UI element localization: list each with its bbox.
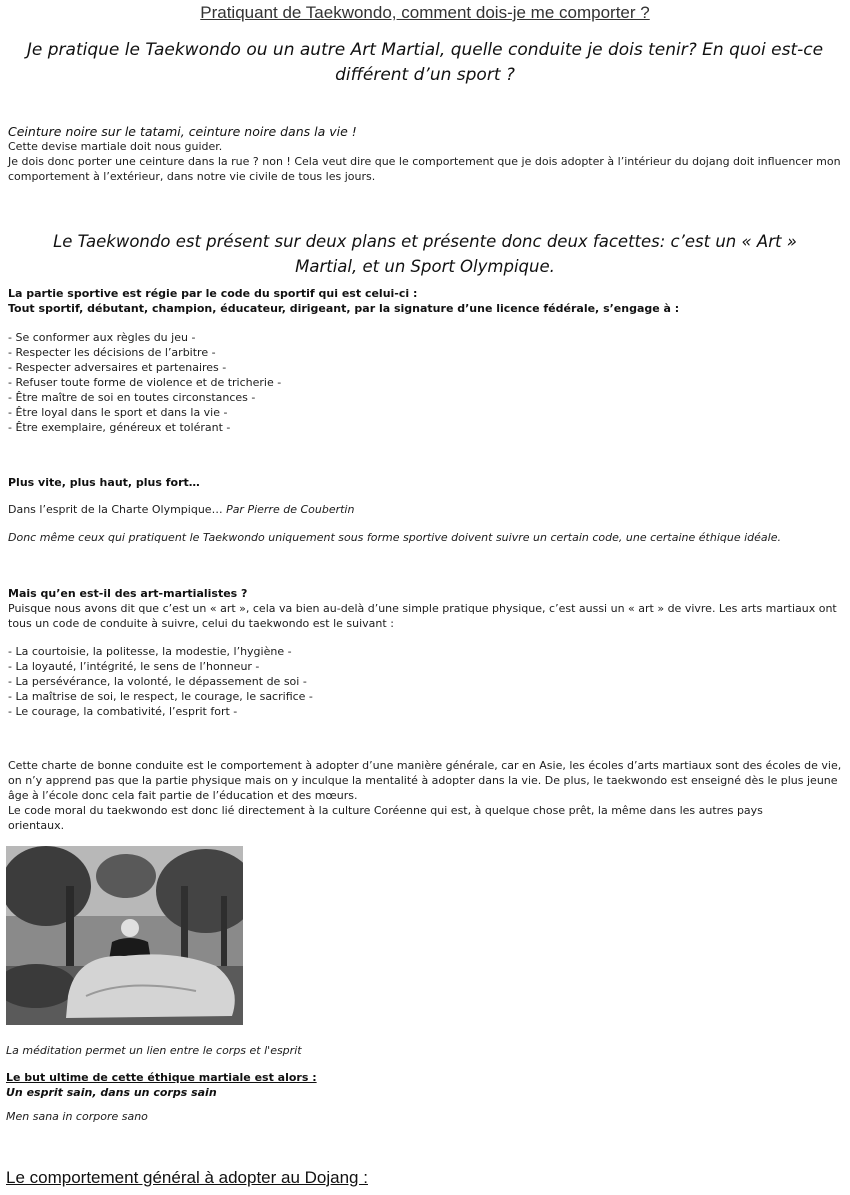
- sport-rules-list: [8, 330, 844, 435]
- ultimate-goal-line: Un esprit sain, dans un corps sain: [6, 1086, 217, 1099]
- motto-line-2: Je dois donc porter une ceinture dans la rue ? non ! Cela veut dire que le comportement que je dois adopter à l’intérieur du dojang doit influencer mon comportement à l’extérieur, dans notre vie civile de tous les jours.: [8, 155, 841, 183]
- list-item: - La loyauté, l’intégrité, le sens de l’honneur -: [8, 659, 848, 674]
- meditation-illustration: [6, 846, 243, 1025]
- page-title: Pratiquant de Taekwondo, comment dois-je me comporter ?: [200, 3, 650, 22]
- meditation-photo: [6, 846, 243, 1025]
- list-item: - La persévérance, la volonté, le dépassement de soi -: [8, 674, 848, 689]
- dojang-behavior-heading: Le comportement général à adopter au Dojang :: [6, 1168, 368, 1187]
- martial-text: Puisque nous avons dit que c’est un « art », cela va bien au-delà d’une simple pratique physique, c’est aussi un « art » de vivre. Les arts martiaux ont tous un code de conduite à suivre, celui du taekwondo est le suivant :: [8, 602, 837, 630]
- list-item: - Se conformer aux règles du jeu -: [8, 330, 844, 345]
- list-item: - Refuser toute forme de violence et de tricherie -: [8, 375, 844, 390]
- sport-code-intro-1: La partie sportive est régie par le code du sportif qui est celui-ci :: [8, 287, 418, 300]
- sport-code-intro-2: Tout sportif, débutant, champion, éducateur, dirigeant, par la signature d’une licence fédérale, s’engage à :: [8, 302, 680, 315]
- ultimate-goal-heading: Le but ultime de cette éthique martiale est alors :: [6, 1071, 317, 1084]
- martial-section: [8, 586, 848, 719]
- sport-code-section: [8, 286, 844, 435]
- motto-section: [8, 124, 844, 184]
- olympic-motto: Plus vite, plus haut, plus fort…: [8, 476, 200, 489]
- list-item: - La courtoisie, la politesse, la modestie, l’hygiène -: [8, 644, 848, 659]
- olympic-charter-author: Par Pierre de Coubertin: [226, 503, 355, 516]
- charter-section: [8, 758, 848, 833]
- martial-rules-list: [8, 644, 848, 719]
- list-item: - La maîtrise de soi, le respect, le courage, le sacrifice -: [8, 689, 848, 704]
- motto-line-1: Cette devise martiale doit nous guider.: [8, 140, 223, 153]
- martial-question: Mais qu’en est-il des art-martialistes ?: [8, 587, 248, 600]
- list-item: - Être exemplaire, généreux et tolérant -: [8, 420, 844, 435]
- list-item: - Respecter les décisions de l’arbitre -: [8, 345, 844, 360]
- olympic-charter-prefix: Dans l’esprit de la Charte Olympique…: [8, 503, 227, 516]
- motto-heading: Ceinture noire sur le tatami, ceinture noire dans la vie !: [8, 124, 357, 139]
- olympic-conclusion: Donc même ceux qui pratiquent le Taekwondo uniquement sous forme sportive doivent suivre un certain code, une certaine éthique idéale.: [8, 531, 781, 544]
- latin-motto: Men sana in corpore sano: [6, 1110, 148, 1123]
- moral-code-paragraph: Le code moral du taekwondo est donc lié directement à la culture Coréenne qui est, à quelque chose prêt, la même dans les autres pays orientaux.: [8, 804, 763, 832]
- list-item: - Le courage, la combativité, l’esprit fort -: [8, 704, 848, 719]
- list-item: - Respecter adversaires et partenaires -: [8, 360, 844, 375]
- intro-question: Je pratique le Taekwondo ou un autre Art Martial, quelle conduite je dois tenir? En quoi est-ce différent d’un sport ?: [26, 40, 824, 85]
- two-facets-heading: Le Taekwondo est présent sur deux plans et présente donc deux facettes: c’est un « Art » Martial, et un Sport Olympique.: [53, 232, 797, 276]
- ultimate-goal-section: [6, 1070, 842, 1124]
- photo-caption: La méditation permet un lien entre le corps et l'esprit: [6, 1044, 302, 1057]
- list-item: - Être maître de soi en toutes circonstances -: [8, 390, 844, 405]
- list-item: - Être loyal dans le sport et dans la vie -: [8, 405, 844, 420]
- olympic-charter-line: [8, 502, 844, 517]
- charter-paragraph: Cette charte de bonne conduite est le comportement à adopter d’une manière générale, car en Asie, les écoles d’arts martiaux sont des écoles de vie, on n’y apprend pas que la partie physique mais on y inculque la mentalité à adopter dans la vie. De plus, le taekwondo est enseigné dès le plus jeune âge à l’école donc cela fait partie de l’éducation et des mœurs.: [8, 759, 842, 802]
